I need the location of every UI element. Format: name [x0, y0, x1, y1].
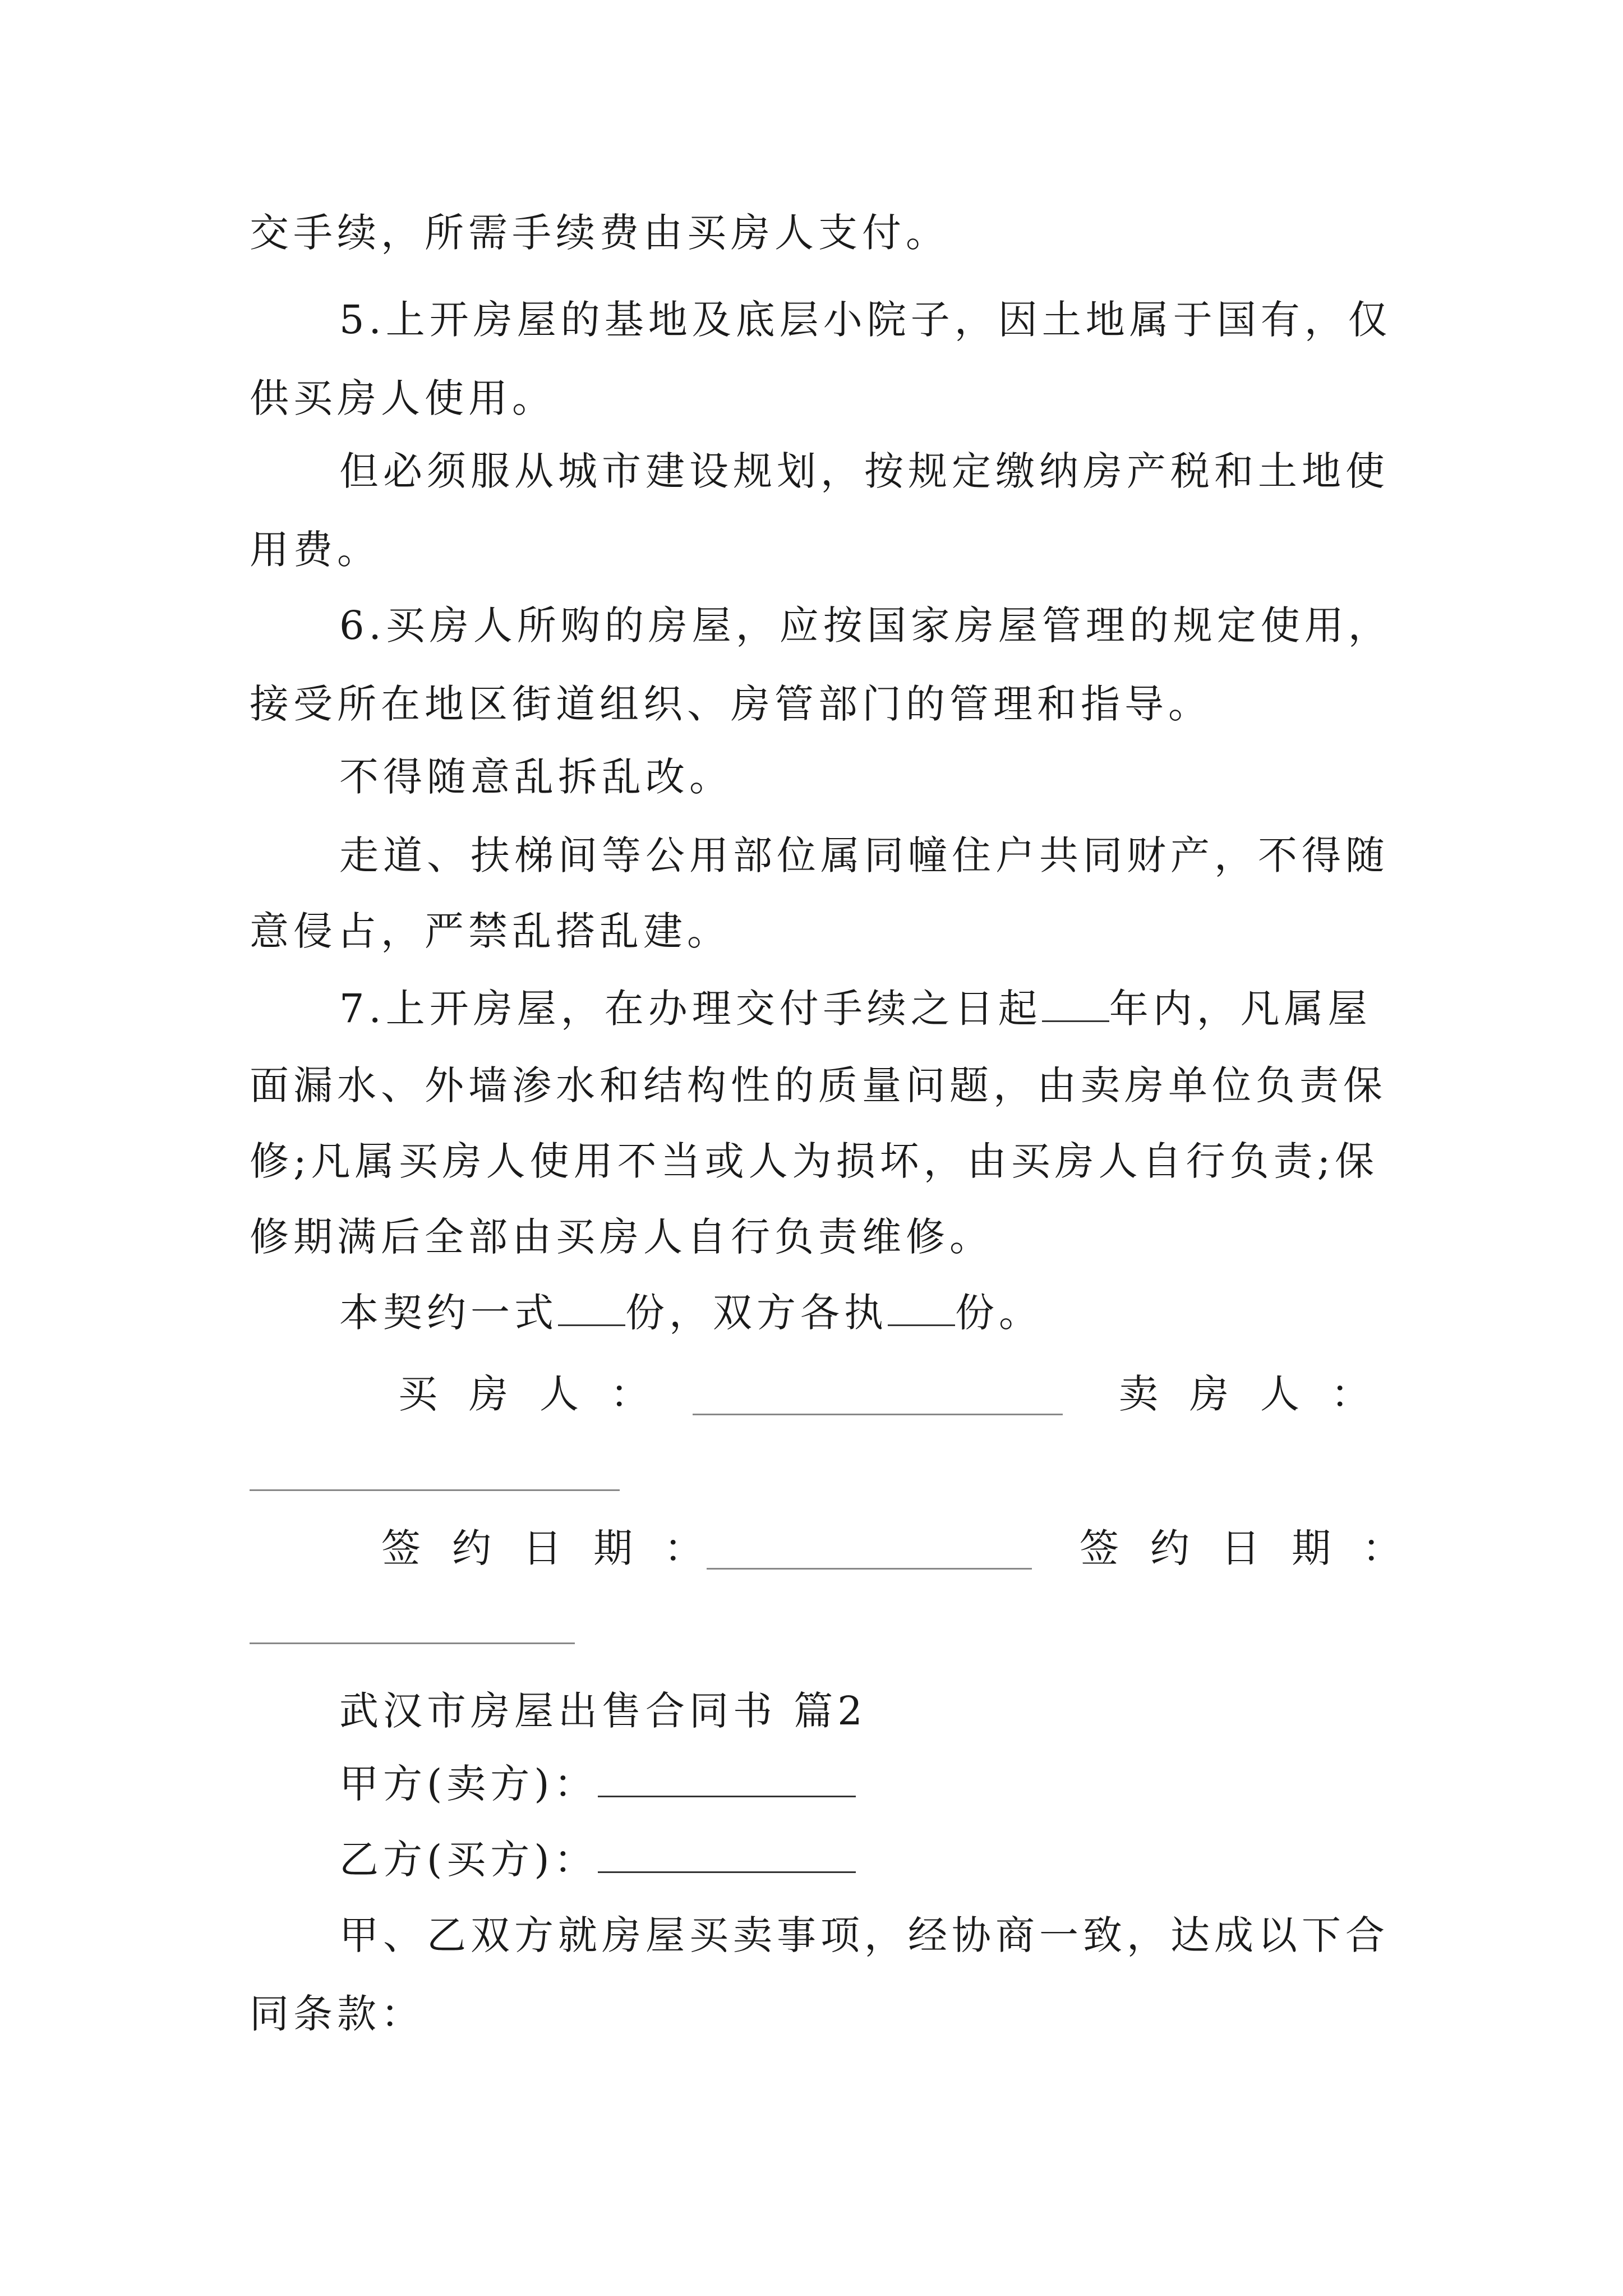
paragraph-line: 但必须服从城市建设规划，按规定缴纳房产税和土地使 [339, 448, 1389, 494]
paragraph-line: 接受所在地区街道组织、房管部门的管理和指导。 [250, 681, 1212, 727]
buyer-label: 买房人： [398, 1371, 681, 1417]
paragraph-line: 5.上开房屋的基地及底层小院子，因土地属于国有，仅 [339, 297, 1392, 343]
paragraph-line: 不得随意乱拆乱改。 [339, 754, 733, 800]
buyer-signature-line [693, 1414, 1063, 1415]
copies-line [339, 1285, 1043, 1341]
paragraph-line: 意侵占，严禁乱搭乱建。 [250, 908, 731, 954]
party-a-label: 甲方(卖方)： [339, 1761, 598, 1807]
paragraph-line: 面漏水、外墙渗水和结构性的质量问题，由卖房单位负责保 [250, 1062, 1387, 1108]
seller-label: 卖房人： [1119, 1371, 1401, 1417]
copies-text-1: 本契约一式 [339, 1290, 558, 1336]
years-blank [1042, 981, 1109, 1022]
copies-text-2: 份，双方各执 [625, 1290, 888, 1336]
party-b-blank [598, 1832, 856, 1873]
paragraph-line: 用费。 [250, 527, 381, 573]
buyer-date-label: 签约日期： [381, 1525, 735, 1571]
seller-signature-line [250, 1489, 620, 1491]
clause-7-before: 7.上开房屋，在办理交付手续之日起 [339, 986, 1042, 1032]
clause-7-line [339, 981, 1372, 1037]
paragraph-line: 供买房人使用。 [250, 375, 556, 421]
section-title: 武汉市房屋出售合同书 篇2 [339, 1688, 867, 1734]
paragraph-line: 交手续，所需手续费由买房人支付。 [250, 210, 949, 256]
party-b-label: 乙方(买方)： [339, 1837, 598, 1883]
paragraph-line: 修期满后全部由买房人自行负责维修。 [250, 1214, 993, 1260]
seller-date-label: 签约日期： [1080, 1525, 1433, 1571]
party-b-line [339, 1832, 856, 1888]
copies-text-3: 份。 [955, 1290, 1043, 1336]
paragraph-line: 同条款： [250, 1991, 425, 2037]
party-a-line [339, 1756, 856, 1812]
party-a-blank [598, 1756, 856, 1797]
seller-date-line [250, 1642, 575, 1644]
paragraph-line: 修;凡属买房人使用不当或人为损坏，由买房人自行负责;保 [250, 1138, 1379, 1184]
paragraph-line: 6.买房人所购的房屋，应按国家房屋管理的规定使用， [339, 602, 1392, 648]
paragraph-line: 甲、乙双方就房屋买卖事项，经协商一致，达成以下合 [339, 1912, 1389, 1958]
copies-each-blank [888, 1285, 955, 1326]
paragraph-line: 走道、扶梯间等公用部位属同幢住户共同财产，不得随 [339, 832, 1389, 878]
clause-7-after: 年内，凡属屋 [1109, 986, 1372, 1032]
buyer-date-line [707, 1568, 1032, 1570]
copies-blank [558, 1285, 625, 1326]
